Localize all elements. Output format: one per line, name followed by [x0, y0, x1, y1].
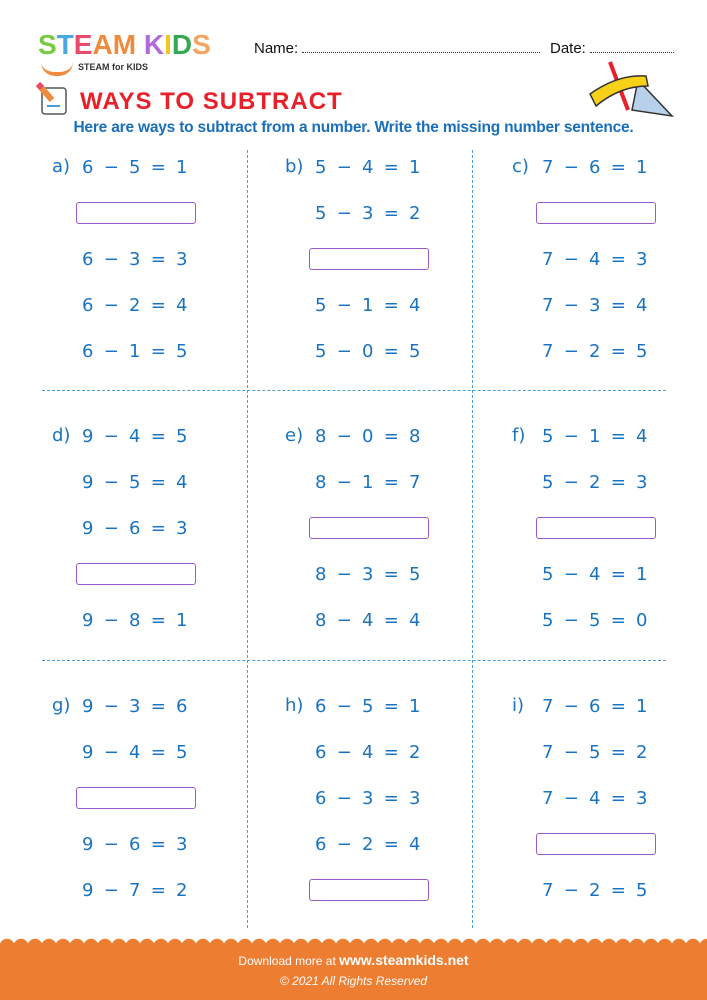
equation — [536, 562, 654, 586]
minus-sign: − — [336, 340, 352, 362]
problem-label: h) — [285, 695, 304, 716]
equation — [536, 470, 654, 494]
equation — [536, 339, 654, 363]
equation — [309, 339, 427, 363]
equals-sign: = — [383, 340, 399, 362]
difference: 3 — [636, 248, 648, 270]
minus-sign: − — [336, 294, 352, 316]
minuend: 9 — [82, 741, 94, 763]
difference: 3 — [409, 787, 421, 809]
minuend: 7 — [542, 156, 554, 178]
difference: 3 — [176, 517, 188, 539]
worksheet-title: WAYS TO SUBTRACT — [80, 88, 343, 115]
equals-sign: = — [383, 425, 399, 447]
difference: 4 — [636, 294, 648, 316]
equals-sign: = — [383, 156, 399, 178]
equals-sign: = — [383, 787, 399, 809]
minus-sign: − — [103, 425, 119, 447]
minuend: 7 — [542, 879, 554, 901]
equals-sign: = — [383, 202, 399, 224]
equation — [309, 740, 427, 764]
subtrahend: 0 — [362, 340, 374, 362]
difference: 3 — [636, 471, 648, 493]
date-label: Date: — [550, 40, 586, 57]
equation — [309, 608, 427, 632]
minus-sign: − — [103, 248, 119, 270]
minuend: 9 — [82, 609, 94, 631]
equals-sign: = — [383, 833, 399, 855]
minus-sign: − — [103, 609, 119, 631]
difference: 7 — [409, 471, 421, 493]
answer-box[interactable] — [536, 517, 656, 539]
problem-label: g) — [52, 695, 71, 716]
subtrahend: 2 — [589, 340, 601, 362]
minuend: 6 — [82, 248, 94, 270]
equation — [76, 247, 194, 271]
problem-label: c) — [512, 156, 529, 177]
minus-sign: − — [563, 741, 579, 763]
difference: 2 — [636, 741, 648, 763]
minuend: 9 — [82, 833, 94, 855]
equals-sign: = — [150, 294, 166, 316]
minus-sign: − — [103, 517, 119, 539]
equals-sign: = — [610, 471, 626, 493]
difference: 1 — [409, 156, 421, 178]
subtrahend: 2 — [589, 879, 601, 901]
minuend: 7 — [542, 294, 554, 316]
equals-sign: = — [150, 741, 166, 763]
equals-sign: = — [150, 609, 166, 631]
problem-label: d) — [52, 425, 71, 446]
subtrahend: 4 — [362, 609, 374, 631]
difference: 5 — [176, 425, 188, 447]
equation — [76, 339, 194, 363]
problem-label: b) — [285, 156, 304, 177]
ruler-triangle-icon — [588, 60, 674, 118]
equals-sign: = — [610, 741, 626, 763]
equals-sign: = — [610, 879, 626, 901]
equals-sign: = — [150, 156, 166, 178]
equals-sign: = — [610, 156, 626, 178]
minuend: 6 — [315, 787, 327, 809]
equals-sign: = — [610, 609, 626, 631]
minuend: 6 — [315, 833, 327, 855]
equation — [76, 740, 194, 764]
difference: 5 — [636, 879, 648, 901]
minuend: 6 — [82, 294, 94, 316]
equals-sign: = — [150, 879, 166, 901]
footer-download — [0, 951, 707, 970]
subtrahend: 2 — [589, 471, 601, 493]
instructions: Here are ways to subtract from a number. Write the missing number sentence. — [73, 119, 634, 136]
difference: 1 — [636, 156, 648, 178]
minus-sign: − — [103, 741, 119, 763]
minuend: 7 — [542, 340, 554, 362]
minuend: 5 — [315, 202, 327, 224]
difference: 5 — [409, 563, 421, 585]
minus-sign: − — [336, 833, 352, 855]
subtrahend: 4 — [129, 425, 141, 447]
equals-sign: = — [150, 425, 166, 447]
difference: 4 — [409, 609, 421, 631]
equals-sign: = — [383, 741, 399, 763]
equation — [76, 155, 194, 179]
minus-sign: − — [103, 695, 119, 717]
equation — [309, 694, 427, 718]
equals-sign: = — [150, 248, 166, 270]
equals-sign: = — [150, 833, 166, 855]
equation — [309, 424, 427, 448]
difference: 4 — [176, 294, 188, 316]
subtrahend: 5 — [589, 741, 601, 763]
subtrahend: 3 — [589, 294, 601, 316]
equation — [536, 155, 654, 179]
minus-sign: − — [336, 609, 352, 631]
name-field[interactable] — [254, 40, 540, 57]
minuend: 7 — [542, 248, 554, 270]
minus-sign: − — [563, 156, 579, 178]
subtrahend: 5 — [589, 609, 601, 631]
minus-sign: − — [563, 563, 579, 585]
problem-label: f) — [512, 425, 526, 446]
answer-box[interactable] — [309, 517, 429, 539]
minuend: 8 — [315, 563, 327, 585]
equation — [76, 694, 194, 718]
copyright: © 2021 All Rights Reserved — [279, 974, 428, 988]
equals-sign: = — [150, 517, 166, 539]
minuend: 7 — [542, 787, 554, 809]
answer-box[interactable] — [76, 563, 196, 585]
difference: 8 — [409, 425, 421, 447]
subtrahend: 4 — [589, 563, 601, 585]
difference: 6 — [176, 695, 188, 717]
minuend: 5 — [542, 563, 554, 585]
equation — [536, 293, 654, 317]
subtrahend: 5 — [362, 695, 374, 717]
equation — [76, 832, 194, 856]
subtrahend: 5 — [129, 156, 141, 178]
minus-sign: − — [563, 340, 579, 362]
equation — [76, 516, 194, 540]
equals-sign: = — [150, 695, 166, 717]
equals-sign: = — [150, 471, 166, 493]
difference: 5 — [176, 741, 188, 763]
minus-sign: − — [103, 833, 119, 855]
minus-sign: − — [336, 202, 352, 224]
minuend: 6 — [315, 695, 327, 717]
equation — [309, 201, 427, 225]
minus-sign: − — [563, 248, 579, 270]
minuend: 9 — [82, 517, 94, 539]
difference: 1 — [636, 563, 648, 585]
minus-sign: − — [103, 340, 119, 362]
minus-sign: − — [336, 471, 352, 493]
minus-sign: − — [103, 879, 119, 901]
equation — [536, 247, 654, 271]
equals-sign: = — [383, 609, 399, 631]
logo-swoosh — [41, 62, 73, 76]
equation — [76, 293, 194, 317]
difference: 3 — [636, 787, 648, 809]
equals-sign: = — [610, 248, 626, 270]
difference: 4 — [636, 425, 648, 447]
equation — [76, 608, 194, 632]
equation — [309, 832, 427, 856]
minuend: 6 — [315, 741, 327, 763]
equation — [536, 878, 654, 902]
subtrahend: 5 — [129, 471, 141, 493]
minus-sign: − — [563, 787, 579, 809]
minus-sign: − — [336, 425, 352, 447]
answer-box[interactable] — [76, 202, 196, 224]
subtrahend: 1 — [589, 425, 601, 447]
equals-sign: = — [383, 695, 399, 717]
difference: 2 — [409, 202, 421, 224]
minuend: 6 — [82, 156, 94, 178]
minuend: 7 — [542, 695, 554, 717]
subtrahend: 7 — [129, 879, 141, 901]
subtrahend: 3 — [129, 695, 141, 717]
difference: 1 — [409, 695, 421, 717]
difference: 4 — [409, 294, 421, 316]
steam-kids-logo — [38, 30, 238, 78]
minuend: 8 — [315, 609, 327, 631]
difference: 1 — [636, 695, 648, 717]
minus-sign: − — [336, 563, 352, 585]
minus-sign: − — [563, 425, 579, 447]
equation — [76, 424, 194, 448]
subtrahend: 3 — [362, 563, 374, 585]
subtrahend: 2 — [129, 294, 141, 316]
subtrahend: 3 — [362, 202, 374, 224]
equals-sign: = — [610, 787, 626, 809]
column-divider — [472, 150, 473, 928]
subtrahend: 0 — [362, 425, 374, 447]
answer-box[interactable] — [536, 833, 656, 855]
difference: 2 — [409, 741, 421, 763]
minuend: 9 — [82, 695, 94, 717]
equation — [536, 740, 654, 764]
minuend: 5 — [542, 471, 554, 493]
minus-sign: − — [563, 471, 579, 493]
equation — [536, 694, 654, 718]
equals-sign: = — [150, 340, 166, 362]
difference: 0 — [636, 609, 648, 631]
difference: 4 — [176, 471, 188, 493]
equals-sign: = — [610, 340, 626, 362]
subtrahend: 1 — [362, 294, 374, 316]
subtrahend: 6 — [129, 517, 141, 539]
row-divider — [42, 390, 666, 391]
minus-sign: − — [103, 156, 119, 178]
answer-box[interactable] — [309, 879, 429, 901]
minuend: 5 — [315, 340, 327, 362]
minuend: 7 — [542, 741, 554, 763]
minus-sign: − — [563, 294, 579, 316]
difference: 5 — [409, 340, 421, 362]
download-text: Download more at — [238, 954, 336, 968]
subtrahend: 4 — [589, 248, 601, 270]
subtrahend: 4 — [362, 741, 374, 763]
equals-sign: = — [383, 471, 399, 493]
answer-box[interactable] — [76, 787, 196, 809]
logo-tagline: STEAM for KIDS — [78, 62, 149, 72]
subtrahend: 4 — [129, 741, 141, 763]
answer-box[interactable] — [309, 248, 429, 270]
minuend: 8 — [315, 471, 327, 493]
equation — [309, 155, 427, 179]
equation — [76, 878, 194, 902]
problem-label: a) — [52, 156, 71, 177]
equation — [309, 470, 427, 494]
problem-label: e) — [285, 425, 304, 446]
minus-sign: − — [336, 156, 352, 178]
name-line[interactable] — [302, 41, 540, 53]
subtrahend: 6 — [129, 833, 141, 855]
minuend: 9 — [82, 471, 94, 493]
date-line[interactable] — [590, 41, 674, 53]
equation — [536, 424, 654, 448]
answer-box[interactable] — [536, 202, 656, 224]
column-divider — [247, 150, 248, 928]
subtrahend: 8 — [129, 609, 141, 631]
minus-sign: − — [563, 609, 579, 631]
problem-label: i) — [512, 695, 525, 716]
name-label: Name: — [254, 40, 299, 57]
minuend: 5 — [542, 425, 554, 447]
minuend: 5 — [315, 294, 327, 316]
date-field[interactable] — [550, 40, 674, 57]
minus-sign: − — [336, 741, 352, 763]
minus-sign: − — [563, 879, 579, 901]
equals-sign: = — [383, 294, 399, 316]
row-divider — [42, 660, 666, 661]
logo-wordmark: STEAM KIDS — [38, 30, 211, 60]
minuend: 5 — [542, 609, 554, 631]
equation — [76, 470, 194, 494]
difference: 3 — [176, 248, 188, 270]
minus-sign: − — [336, 787, 352, 809]
website-link[interactable]: www.steamkids.net — [339, 952, 469, 968]
equals-sign: = — [610, 563, 626, 585]
minuend: 8 — [315, 425, 327, 447]
subtrahend: 3 — [129, 248, 141, 270]
equals-sign: = — [383, 563, 399, 585]
minus-sign: − — [103, 471, 119, 493]
equation — [309, 562, 427, 586]
minus-sign: − — [336, 695, 352, 717]
equals-sign: = — [610, 695, 626, 717]
equation — [536, 608, 654, 632]
subtrahend: 6 — [589, 156, 601, 178]
subtrahend: 2 — [362, 833, 374, 855]
minuend: 9 — [82, 879, 94, 901]
minus-sign: − — [103, 294, 119, 316]
minuend: 5 — [315, 156, 327, 178]
difference: 4 — [409, 833, 421, 855]
difference: 5 — [176, 340, 188, 362]
equation — [309, 293, 427, 317]
pencil-paper-icon — [36, 82, 72, 116]
minuend: 9 — [82, 425, 94, 447]
subtrahend: 4 — [362, 156, 374, 178]
minus-sign: − — [563, 695, 579, 717]
equals-sign: = — [610, 294, 626, 316]
subtrahend: 3 — [362, 787, 374, 809]
difference: 1 — [176, 156, 188, 178]
difference: 3 — [176, 833, 188, 855]
minuend: 6 — [82, 340, 94, 362]
subtrahend: 4 — [589, 787, 601, 809]
equation — [536, 786, 654, 810]
difference: 1 — [176, 609, 188, 631]
difference: 2 — [176, 879, 188, 901]
difference: 5 — [636, 340, 648, 362]
subtrahend: 1 — [362, 471, 374, 493]
equation — [309, 786, 427, 810]
equals-sign: = — [610, 425, 626, 447]
subtrahend: 1 — [129, 340, 141, 362]
subtrahend: 6 — [589, 695, 601, 717]
